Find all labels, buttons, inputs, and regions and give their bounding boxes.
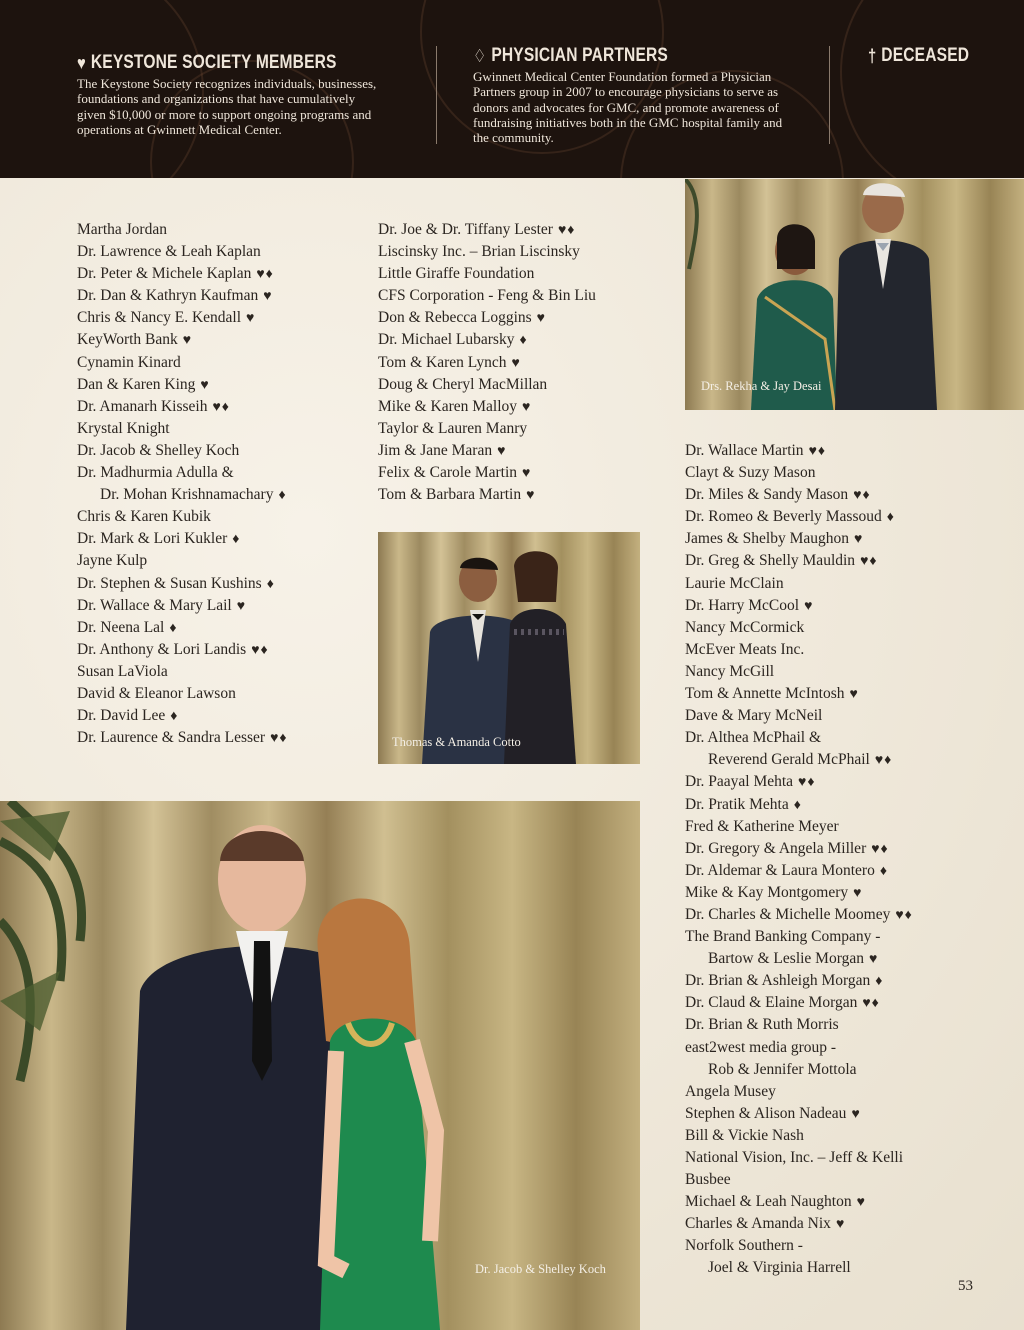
physician-description: Gwinnett Medical Center Foundation formed a Physician Partners group in 2007 to encourage physicians to serve as donors and advocates for GMC, and promote awareness of fundraising initiatives both in the GMC hospital family and the community. (473, 69, 783, 146)
donor-name: Dr. Brian & Ruth Morris (685, 1016, 839, 1034)
donor-entry (77, 241, 288, 263)
photo-caption: Thomas & Amanda Cotto (392, 735, 521, 749)
donor-entry (77, 661, 288, 683)
membership-marks: ♥♦ (557, 223, 576, 238)
donor-name: Reverend Gerald McPhail (708, 751, 870, 769)
donor-entry (685, 1081, 913, 1103)
donor-name: Felix & Carole Martin (378, 464, 518, 482)
donor-entry (685, 794, 913, 816)
membership-marks: ♥ (200, 377, 210, 393)
membership-marks: ♥ (236, 598, 247, 614)
keystone-title: KEYSTONE SOCIETY MEMBERS (90, 52, 337, 73)
heart-icon: ♥ (77, 53, 86, 73)
donor-entry (77, 484, 288, 506)
donor-name: KeyWorth Bank (77, 331, 178, 349)
donor-name: Dr. Mark & Lori Kukler (77, 530, 228, 548)
donor-entry (685, 882, 913, 904)
membership-marks: ♥♦ (798, 775, 816, 791)
donor-name: Mike & Karen Malloy (378, 397, 518, 415)
donor-name: Dr. Wallace & Mary Lail (77, 596, 232, 614)
donor-name: Dr. Laurence & Sandra Lesser (77, 729, 266, 747)
donor-name: Dr. Althea McPhail & (685, 729, 822, 747)
membership-marks: ♥ (536, 311, 546, 327)
membership-marks: ♥♦ (871, 841, 889, 857)
donor-entry (685, 970, 913, 992)
donor-entry (77, 462, 288, 484)
donor-name: Tom & Karen Lynch (378, 353, 507, 371)
donor-name: Susan LaViola (77, 662, 168, 680)
donor-name: Dr. Wallace Martin (685, 442, 804, 459)
membership-marks: ♦ (232, 532, 241, 548)
membership-marks: ♥ (263, 289, 273, 305)
donor-name: Chris & Karen Kubik (77, 508, 211, 526)
donor-name: McEver Meats Inc. (685, 640, 805, 658)
donor-name: Dr. Madhurmia Adulla & (77, 464, 234, 482)
donor-name: Cynamin Kinard (77, 353, 181, 371)
donor-name: Dr. Dan & Kathryn Kaufman (77, 287, 259, 305)
donor-entry (77, 263, 288, 285)
membership-marks: ♥ (522, 466, 532, 482)
donor-name: Busbee (685, 1171, 731, 1189)
membership-marks: ♥♦ (256, 267, 274, 283)
header-divider (436, 46, 437, 144)
membership-marks: ♥ (497, 443, 507, 459)
donor-entry (77, 727, 288, 749)
donor-name: Rob & Jennifer Mottola (708, 1060, 857, 1078)
donor-name: Dr. Neena Lal (77, 618, 165, 636)
donor-entry (685, 1213, 913, 1235)
donor-entry (77, 595, 288, 617)
donor-name: Dr. Claud & Elaine Morgan (685, 994, 858, 1012)
donor-name: Dr. Aldemar & Laura Montero (685, 861, 875, 879)
donor-entry (77, 352, 288, 374)
donor-entry (77, 528, 288, 550)
donor-name: Michael & Leah Naughton (685, 1193, 852, 1211)
membership-marks: ♥♦ (251, 642, 269, 658)
photo-caption: Dr. Jacob & Shelley Koch (475, 1262, 606, 1276)
donor-entry (685, 639, 913, 661)
membership-marks: ♦ (793, 797, 802, 813)
donor-entry (77, 329, 288, 351)
donor-name: CFS Corporation - Feng & Bin Liu (378, 287, 596, 305)
membership-marks: ♥ (246, 311, 256, 327)
keystone-section (77, 52, 407, 137)
donor-name: Krystal Knight (77, 419, 170, 437)
donor-entry (685, 661, 913, 683)
donor-entry (685, 816, 913, 838)
donor-entry (77, 550, 288, 572)
donor-name: Little Giraffe Foundation (378, 265, 535, 283)
donor-name: Taylor & Lauren Manry (378, 419, 528, 437)
donor-entry (685, 948, 913, 970)
membership-marks: ♦ (519, 333, 528, 349)
donor-name: Liscinsky Inc. – Brian Liscinsky (378, 243, 580, 261)
donor-entry (685, 904, 913, 926)
donor-name: Dr. Romeo & Beverly Massoud (685, 508, 882, 526)
donor-entry (685, 440, 913, 462)
donor-name: Dr. Gregory & Angela Miller (685, 839, 867, 857)
donor-entry (685, 550, 913, 572)
donor-name: Dr. Joe & Dr. Tiffany Lester (378, 221, 553, 238)
membership-marks: ♥♦ (862, 996, 880, 1012)
donor-name: Dr. Brian & Ashleigh Morgan (685, 972, 871, 990)
donor-entry (685, 992, 913, 1014)
donor-entry (77, 683, 288, 705)
people-illustration (685, 179, 1024, 410)
keystone-description: The Keystone Society recognizes individuals, businesses, foundations and organizations that have cumulatively given $10,000 or more to support ongoing programs and operations at Gwinnett Medical Center. (77, 76, 377, 137)
physician-title: PHYSICIAN PARTNERS (491, 45, 668, 66)
donor-entry (77, 440, 288, 462)
donor-entry (77, 573, 288, 595)
donor-name: James & Shelby Maughon (685, 530, 850, 548)
dagger-icon: † (868, 46, 877, 66)
donor-name: Dr. Mohan Krishnamachary (100, 486, 274, 504)
membership-marks: ♥ (835, 1217, 846, 1233)
physician-section (473, 45, 813, 145)
membership-marks: ♥ (868, 952, 879, 968)
donor-name: Laurie McClain (685, 574, 784, 592)
donor-entry (77, 285, 288, 307)
donor-entry (685, 1235, 913, 1257)
donor-entry (685, 1257, 913, 1279)
membership-marks: ♥ (804, 598, 814, 614)
donor-entry (685, 926, 913, 948)
donor-entry (685, 1037, 913, 1059)
donor-entry (685, 1103, 913, 1125)
donor-name: Nancy McGill (685, 662, 775, 680)
donor-name: National Vision, Inc. – Jeff & Kelli (685, 1149, 904, 1166)
people-illustration (378, 532, 640, 764)
donor-entry (77, 617, 288, 639)
donor-entry (77, 705, 288, 727)
name-column-1 (77, 219, 288, 749)
donor-name: David & Eleanor Lawson (77, 684, 236, 702)
donor-entry (378, 285, 596, 307)
donor-name: Tom & Annette McIntosh (685, 685, 845, 703)
donor-entry (77, 219, 288, 241)
donor-name: Dr. David Lee (77, 707, 166, 725)
donor-name: Jim & Jane Maran (378, 441, 493, 459)
donor-entry (685, 683, 913, 705)
donor-entry (77, 307, 288, 329)
donor-name: Tom & Barbara Martin (378, 486, 522, 504)
membership-marks: ♥ (522, 399, 532, 415)
donor-name: Doug & Cheryl MacMillan (378, 375, 548, 393)
donor-entry (378, 374, 596, 396)
donor-name: Dave & Mary McNeil (685, 707, 823, 725)
donor-name: Dr. Pratik Mehta (685, 795, 789, 813)
membership-marks: ♥ (849, 687, 859, 703)
donor-name: Dr. Amanarh Kisseih (77, 397, 208, 415)
membership-marks: ♥♦ (270, 731, 288, 747)
donor-name: Dr. Michael Lubarsky (378, 331, 515, 349)
donor-entry (77, 506, 288, 528)
donor-entry (685, 1125, 913, 1147)
donor-entry (77, 396, 288, 418)
donor-name: Don & Rebecca Loggins (378, 309, 532, 327)
donor-name: Angela Musey (685, 1082, 776, 1100)
donor-name: Norfolk Southern - (685, 1237, 803, 1255)
donor-entry (685, 573, 913, 595)
donor-name: Joel & Virginia Harrell (708, 1259, 851, 1277)
photo-caption: Drs. Rekha & Jay Desai (701, 379, 822, 393)
membership-marks: ♥♦ (895, 907, 913, 923)
membership-marks: ♦ (879, 863, 888, 879)
membership-marks: ♥ (851, 1106, 861, 1122)
membership-marks: ♥♦ (860, 554, 878, 570)
photo-cotto (378, 532, 640, 764)
donor-entry (685, 727, 913, 749)
header-divider (829, 46, 830, 144)
donor-name: Martha Jordan (77, 221, 167, 238)
donor-name: Charles & Amanda Nix (685, 1215, 831, 1233)
donor-entry (685, 506, 913, 528)
donor-entry (685, 484, 913, 506)
donor-name: Dr. Paayal Mehta (685, 773, 794, 791)
donor-entry (77, 639, 288, 661)
page-number: 53 (958, 1278, 973, 1294)
donor-name: Mike & Kay Montgomery (685, 883, 849, 901)
donor-name: Dr. Miles & Sandy Mason (685, 486, 849, 504)
membership-marks: ♥♦ (212, 399, 230, 415)
deceased-section (868, 45, 991, 67)
donor-entry (685, 1059, 913, 1081)
donor-name: Fred & Katherine Meyer (685, 817, 839, 835)
donor-entry (685, 617, 913, 639)
membership-marks: ♦ (886, 510, 895, 526)
donor-entry (685, 860, 913, 882)
donor-entry (685, 595, 913, 617)
deceased-title: DECEASED (881, 45, 970, 66)
donor-entry (685, 771, 913, 793)
donor-name: Dr. Jacob & Shelley Koch (77, 441, 240, 459)
donor-name: Chris & Nancy E. Kendall (77, 309, 242, 327)
photo-koch (0, 801, 640, 1330)
name-column-3 (685, 440, 913, 1280)
donor-entry (378, 241, 596, 263)
donor-name: Dr. Harry McCool (685, 596, 800, 614)
photo-desai (685, 179, 1024, 410)
donor-entry (685, 462, 913, 484)
donor-entry (77, 418, 288, 440)
donor-name: Bartow & Leslie Morgan (708, 950, 864, 968)
donor-entry (378, 396, 596, 418)
membership-marks: ♥ (511, 355, 521, 371)
donor-name: The Brand Banking Company - (685, 928, 881, 946)
membership-marks: ♥♦ (874, 753, 893, 769)
membership-marks: ♥ (526, 488, 536, 504)
diamond-outline-icon: ♢ (473, 46, 487, 66)
membership-marks: ♥♦ (853, 488, 871, 504)
membership-marks: ♥ (853, 885, 863, 901)
donor-entry (685, 705, 913, 727)
membership-marks: ♦ (266, 576, 275, 592)
header-band (0, 0, 1024, 178)
people-illustration (0, 801, 640, 1330)
donor-entry (378, 219, 596, 241)
donor-entry (378, 418, 596, 440)
donor-name: Dan & Karen King (77, 375, 196, 393)
donor-entry (378, 329, 596, 351)
membership-marks: ♥ (856, 1195, 866, 1211)
name-column-2 (378, 219, 596, 506)
membership-marks: ♥♦ (808, 444, 827, 459)
donor-name: Dr. Greg & Shelly Mauldin (685, 552, 856, 570)
donor-entry (378, 440, 596, 462)
donor-entry (378, 307, 596, 329)
membership-marks: ♦ (875, 974, 884, 990)
membership-marks: ♥ (854, 532, 864, 548)
membership-marks: ♦ (169, 620, 178, 636)
donor-entry (378, 462, 596, 484)
donor-name: Dr. Anthony & Lori Landis (77, 640, 247, 658)
donor-name: Bill & Vickie Nash (685, 1126, 804, 1144)
donor-entry (378, 263, 596, 285)
donor-name: Clayt & Suzy Mason (685, 464, 816, 482)
donor-entry (378, 484, 596, 506)
donor-entry (685, 749, 913, 771)
membership-marks: ♥ (182, 333, 193, 349)
donor-name: Dr. Peter & Michele Kaplan (77, 265, 252, 283)
donor-entry (685, 838, 913, 860)
donor-entry (685, 1014, 913, 1036)
donor-name: Dr. Lawrence & Leah Kaplan (77, 243, 261, 261)
donor-entry (685, 1147, 913, 1169)
donor-name: east2west media group - (685, 1038, 837, 1056)
donor-entry (77, 374, 288, 396)
donor-name: Dr. Stephen & Susan Kushins (77, 574, 262, 592)
donor-name: Stephen & Alison Nadeau (685, 1104, 847, 1122)
donor-entry (685, 1169, 913, 1191)
donor-entry (378, 352, 596, 374)
donor-name: Nancy McCormick (685, 618, 805, 636)
membership-marks: ♦ (170, 709, 179, 725)
donor-entry (685, 1191, 913, 1213)
membership-marks: ♦ (278, 488, 287, 504)
donor-name: Jayne Kulp (77, 552, 148, 570)
donor-entry (685, 528, 913, 550)
donor-name: Dr. Charles & Michelle Moomey (685, 905, 891, 923)
